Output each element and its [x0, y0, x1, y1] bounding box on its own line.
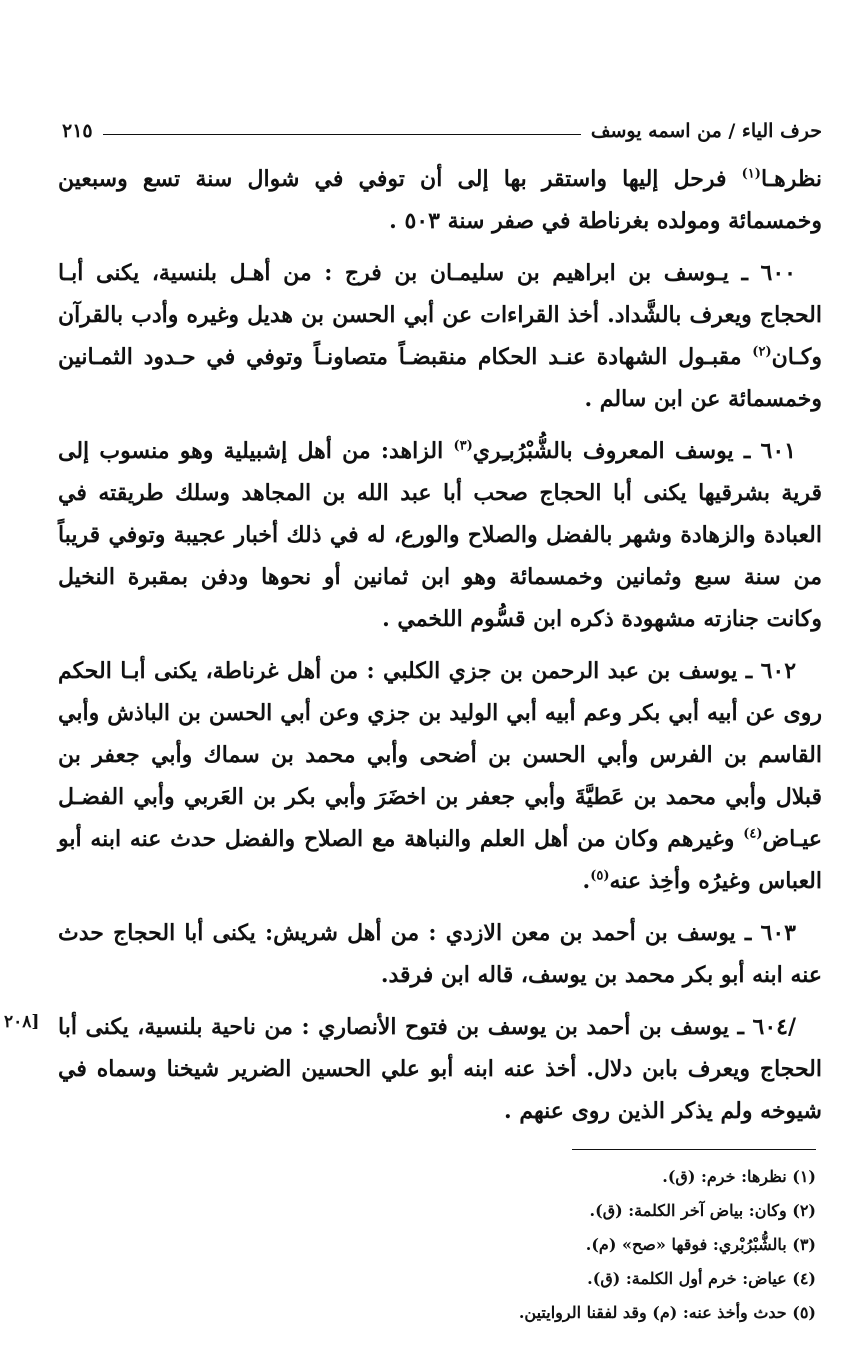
footnote-1: (١) نظرها: خرم: (ق). — [662, 1167, 816, 1186]
footnote-5: (٥) حدث وأخذ عنه: (م) وقد لفقنا الروايتين. — [518, 1303, 816, 1322]
text-run: وغيرهم وكان من أهل العلم والنباهة مع الصلاح والفضل حدث عنه ابنه أبو العباس وغيرُه وأخِذ عنه — [58, 826, 822, 894]
running-title: حرف الياء / من اسمه يوسف — [590, 120, 822, 142]
paragraph-p-601 — [58, 430, 822, 640]
paragraph-p-600 — [58, 252, 822, 420]
text-run: ٦٠٢ ـ يوسف بن عبد الرحمن بن جزي الكلبي : من أهل غرناطة، يكنى أبـا الحكم روى عن أبيه أبي بكر وعم أبيه أبي الوليد بن جزي وعن أبي الحسن بن الباذش وأبي القاسم بن الفرس وأبي الحسن بن أضحى وأبي محمد بن سماك وأبي جعفر بن قبلال وأبي محمد بن عَطيَّةَ وأبي جعفر بن اخضَرَ وأبي بكر بن العَربي وأبي الفضـل عيـاض — [58, 658, 822, 852]
footnote-2: (٢) وكان: بياض آخر الكلمة: (ق). — [589, 1201, 816, 1220]
text-run: مقبـول الشهادة عنـد الحكام منقبضـاً متصاونـاً وتوفي في حـدود الثمـانين وخمسمائة عن ابن سالم . — [58, 344, 822, 412]
paragraph-p-602 — [58, 650, 822, 902]
footnote-3: (٣) بالشُّبْرُبْري: فوقها «صح» (م). — [585, 1235, 816, 1254]
running-header — [62, 112, 822, 142]
text-run: /٦٠٤ ـ يوسف بن أحمد بن يوسف بن فتوح الأنصاري : من ناحية بلنسية، يكنى أبا الحجاج ويعرف بابن دلال. أخذ عنه ابنه أبو علي الحسين الضرير شيخنا وسماه في شيوخه ولم يذكر الذين روى عنهم . — [58, 1014, 822, 1124]
footnote-marker: (٢) — [752, 344, 772, 360]
text-run: . — [582, 868, 591, 894]
footnote-marker: (٣) — [453, 438, 473, 454]
footnote-marker: (٥) — [590, 868, 610, 884]
paragraph-p-cont — [58, 158, 822, 242]
text-run: الزاهد: من أهل إشبيلية وهو منسوب إلى قرية بشرقيها يكنى أبا الحجاج صحب أبا عبد الله بن المجاهد وسلك طريقته في العبادة والزهادة وشهر بالفضل والصلاح والورع، له في ذلك أخبار عجيبة وتوفي قريباً من سنة سبع وثمانين وخمسمائة وهو ابن ثمانين أو نحوها ودفن بمقبرة النخيل وكانت جنازته مشهودة ذكره ابن قسُّوم اللخمي . — [58, 438, 822, 632]
text-run: ٦٠٠ ـ يـوسف بن ابراهيم بن سليمـان بن فرج : من أهـل بلنسية، يكنى أبـا الحجاج ويعرف بالشَّداد. أخذ القراءات عن أبي الحسن بن هديل وغيره وأدب بالقرآن وكـان — [58, 260, 822, 370]
paragraph-p-604 — [58, 1006, 822, 1132]
paragraph-p-603 — [58, 912, 822, 996]
text-run: فرحل إليها واستقر بها إلى أن توفي في شوال سنة تسع وسبعين وخمسمائة ومولده بغرناطة في صفر سنة ٥٠٣ . — [58, 166, 822, 234]
text-run: ٦٠١ ـ يوسف المعروف بالشُّبْرُبـِري — [472, 438, 796, 464]
header-rule — [103, 134, 581, 135]
margin-page-reference: [٢٠٨ — [4, 1012, 40, 1032]
main-text — [58, 158, 822, 1132]
footnote-marker: (١) — [741, 166, 761, 182]
text-run: ٦٠٣ ـ يوسف بن أحمد بن معن الازدي : من أهل شريش: يكنى أبا الحجاج حدث عنه ابنه أبو بكر محمد بن يوسف، قاله ابن فرقد. — [58, 920, 822, 988]
footnote-marker: (٤) — [743, 826, 763, 842]
text-run: نظرهـا — [760, 166, 822, 192]
page-number: ٢١٥ — [62, 120, 93, 142]
footnote-rule — [572, 1149, 816, 1150]
footnote-4: (٤) عياض: خرم أول الكلمة: (ق). — [587, 1269, 816, 1288]
footnotes — [250, 1160, 816, 1330]
